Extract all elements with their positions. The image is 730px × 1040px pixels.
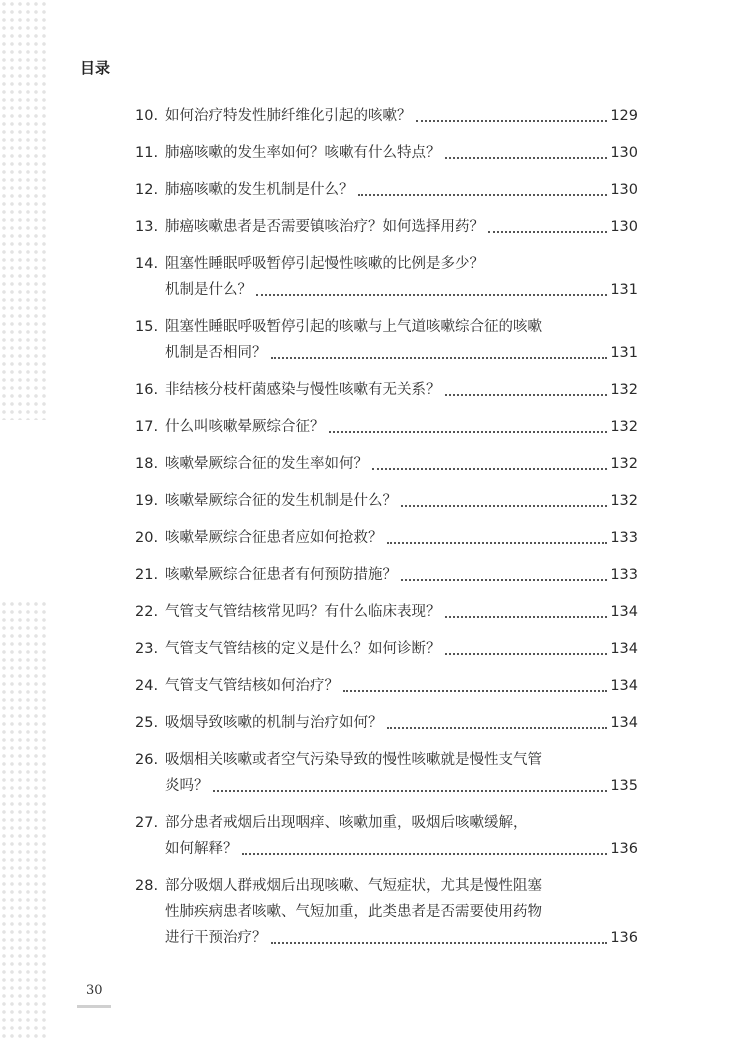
dot-leader	[372, 468, 607, 470]
entry-page-number: 134	[610, 678, 638, 694]
toc-entry[interactable]	[135, 673, 638, 699]
entry-title-line: 肺癌咳嗽的发生机制是什么？	[165, 182, 354, 198]
entry-title-line: 什么叫咳嗽晕厥综合征？	[165, 419, 325, 435]
dot-leader	[358, 194, 608, 196]
entry-number: 24.	[135, 678, 159, 694]
entry-number: 10.	[135, 108, 159, 124]
entry-number: 15.	[135, 319, 159, 335]
entry-page-number: 130	[610, 182, 638, 198]
dot-leader	[343, 690, 607, 692]
toc-entry[interactable]	[135, 636, 638, 662]
entry-title-line: 阻塞性睡眠呼吸暂停引起慢性咳嗽的比例是多少？	[165, 256, 484, 272]
entry-title-line: 阻塞性睡眠呼吸暂停引起的咳嗽与上气道咳嗽综合征的咳嗽	[165, 319, 542, 335]
entry-number: 11.	[135, 145, 159, 161]
dot-leader	[387, 727, 608, 729]
dot-leader	[213, 790, 608, 792]
dot-leader	[488, 231, 607, 233]
toc-entry[interactable]	[135, 140, 638, 166]
entry-page-number: 131	[610, 345, 638, 361]
dot-leader	[271, 357, 608, 359]
entry-page-number: 132	[610, 419, 638, 435]
toc-entry[interactable]	[135, 710, 638, 736]
entry-page-number: 136	[610, 930, 638, 946]
toc-entry[interactable]	[135, 377, 638, 403]
dot-leader	[445, 653, 608, 655]
entry-page-number: 136	[610, 841, 638, 857]
entry-page-number: 133	[610, 567, 638, 583]
entry-title-line: 部分吸烟人群戒烟后出现咳嗽、气短症状，尤其是慢性阻塞	[165, 878, 542, 894]
entry-page-number: 132	[610, 493, 638, 509]
toc-entry[interactable]	[135, 873, 638, 951]
toc-entry[interactable]	[135, 414, 638, 440]
entry-page-number: 133	[610, 530, 638, 546]
dot-leader	[445, 157, 608, 159]
toc-entry[interactable]	[135, 488, 638, 514]
entry-title-line: 气管支气管结核的定义是什么？如何诊断？	[165, 641, 441, 657]
entry-title-line: 咳嗽晕厥综合征患者有何预防措施？	[165, 567, 397, 583]
entry-title-line: 咳嗽晕厥综合征患者应如何抢救？	[165, 530, 383, 546]
entry-page-number: 134	[610, 641, 638, 657]
entry-number: 13.	[135, 219, 159, 235]
entry-page-number: 131	[610, 282, 638, 298]
toc-entry[interactable]	[135, 562, 638, 588]
dot-leader	[445, 394, 608, 396]
toc-entry[interactable]	[135, 177, 638, 203]
entry-number: 20.	[135, 530, 159, 546]
entry-number: 27.	[135, 815, 159, 831]
entry-title-line: 炎吗？	[165, 778, 209, 794]
entry-title-line: 如何治疗特发性肺纤维化引起的咳嗽？	[165, 108, 412, 124]
dot-leader	[387, 542, 608, 544]
entry-number: 19.	[135, 493, 159, 509]
toc-entry[interactable]	[135, 214, 638, 240]
entry-page-number: 132	[610, 382, 638, 398]
entry-page-number: 129	[610, 108, 638, 124]
entry-title-line: 肺癌咳嗽患者是否需要镇咳治疗？如何选择用药？	[165, 219, 484, 235]
entry-title-line: 部分患者戒烟后出现咽痒、咳嗽加重，吸烟后咳嗽缓解，	[165, 815, 528, 831]
entry-number: 16.	[135, 382, 159, 398]
entry-title-line: 气管支气管结核如何治疗？	[165, 678, 339, 694]
entry-page-number: 134	[610, 604, 638, 620]
entry-title-line: 气管支气管结核常见吗？有什么临床表现？	[165, 604, 441, 620]
entry-page-number: 132	[610, 456, 638, 472]
toc-entry[interactable]	[135, 314, 638, 366]
page-title: 目录	[80, 59, 111, 77]
entry-page-number: 134	[610, 715, 638, 731]
toc-entry[interactable]	[135, 251, 638, 303]
dot-leader	[401, 505, 607, 507]
table-of-contents	[135, 103, 638, 962]
dot-leader	[329, 431, 608, 433]
entry-title-line: 非结核分枝杆菌感染与慢性咳嗽有无关系？	[165, 382, 441, 398]
footer-divider	[77, 1005, 111, 1008]
entry-title-line: 吸烟相关咳嗽或者空气污染导致的慢性咳嗽就是慢性支气管	[165, 752, 542, 768]
entry-title-line: 肺癌咳嗽的发生率如何？咳嗽有什么特点？	[165, 145, 441, 161]
entry-page-number: 130	[610, 219, 638, 235]
entry-title-line: 性肺疾病患者咳嗽、气短加重，此类患者是否需要使用药物	[165, 904, 542, 920]
decorative-dot-pattern-bottom	[0, 600, 48, 1040]
entry-page-number: 130	[610, 145, 638, 161]
entry-number: 26.	[135, 752, 159, 768]
entry-number: 21.	[135, 567, 159, 583]
entry-number: 12.	[135, 182, 159, 198]
entry-title-line: 咳嗽晕厥综合征的发生率如何？	[165, 456, 368, 472]
dot-leader	[401, 579, 607, 581]
entry-number: 17.	[135, 419, 159, 435]
toc-entry[interactable]	[135, 810, 638, 862]
entry-number: 28.	[135, 878, 159, 894]
entry-title-line: 进行干预治疗？	[165, 930, 267, 946]
entry-page-number: 135	[610, 778, 638, 794]
entry-title-line: 咳嗽晕厥综合征的发生机制是什么？	[165, 493, 397, 509]
dot-leader	[256, 294, 607, 296]
page-number: 30	[86, 983, 103, 998]
entry-title-line: 如何解释？	[165, 841, 238, 857]
dot-leader	[445, 616, 608, 618]
entry-number: 25.	[135, 715, 159, 731]
toc-entry[interactable]	[135, 451, 638, 477]
entry-title-line: 机制是否相同？	[165, 345, 267, 361]
entry-title-line: 吸烟导致咳嗽的机制与治疗如何？	[165, 715, 383, 731]
toc-entry[interactable]	[135, 525, 638, 551]
entry-number: 22.	[135, 604, 159, 620]
dot-leader	[242, 853, 608, 855]
toc-entry[interactable]	[135, 103, 638, 129]
dot-leader	[416, 120, 608, 122]
entry-number: 14.	[135, 256, 159, 272]
entry-number: 18.	[135, 456, 159, 472]
toc-entry[interactable]	[135, 747, 638, 799]
decorative-dot-pattern-top	[0, 0, 48, 420]
toc-entry[interactable]	[135, 599, 638, 625]
dot-leader	[271, 942, 608, 944]
entry-number: 23.	[135, 641, 159, 657]
entry-title-line: 机制是什么？	[165, 282, 252, 298]
